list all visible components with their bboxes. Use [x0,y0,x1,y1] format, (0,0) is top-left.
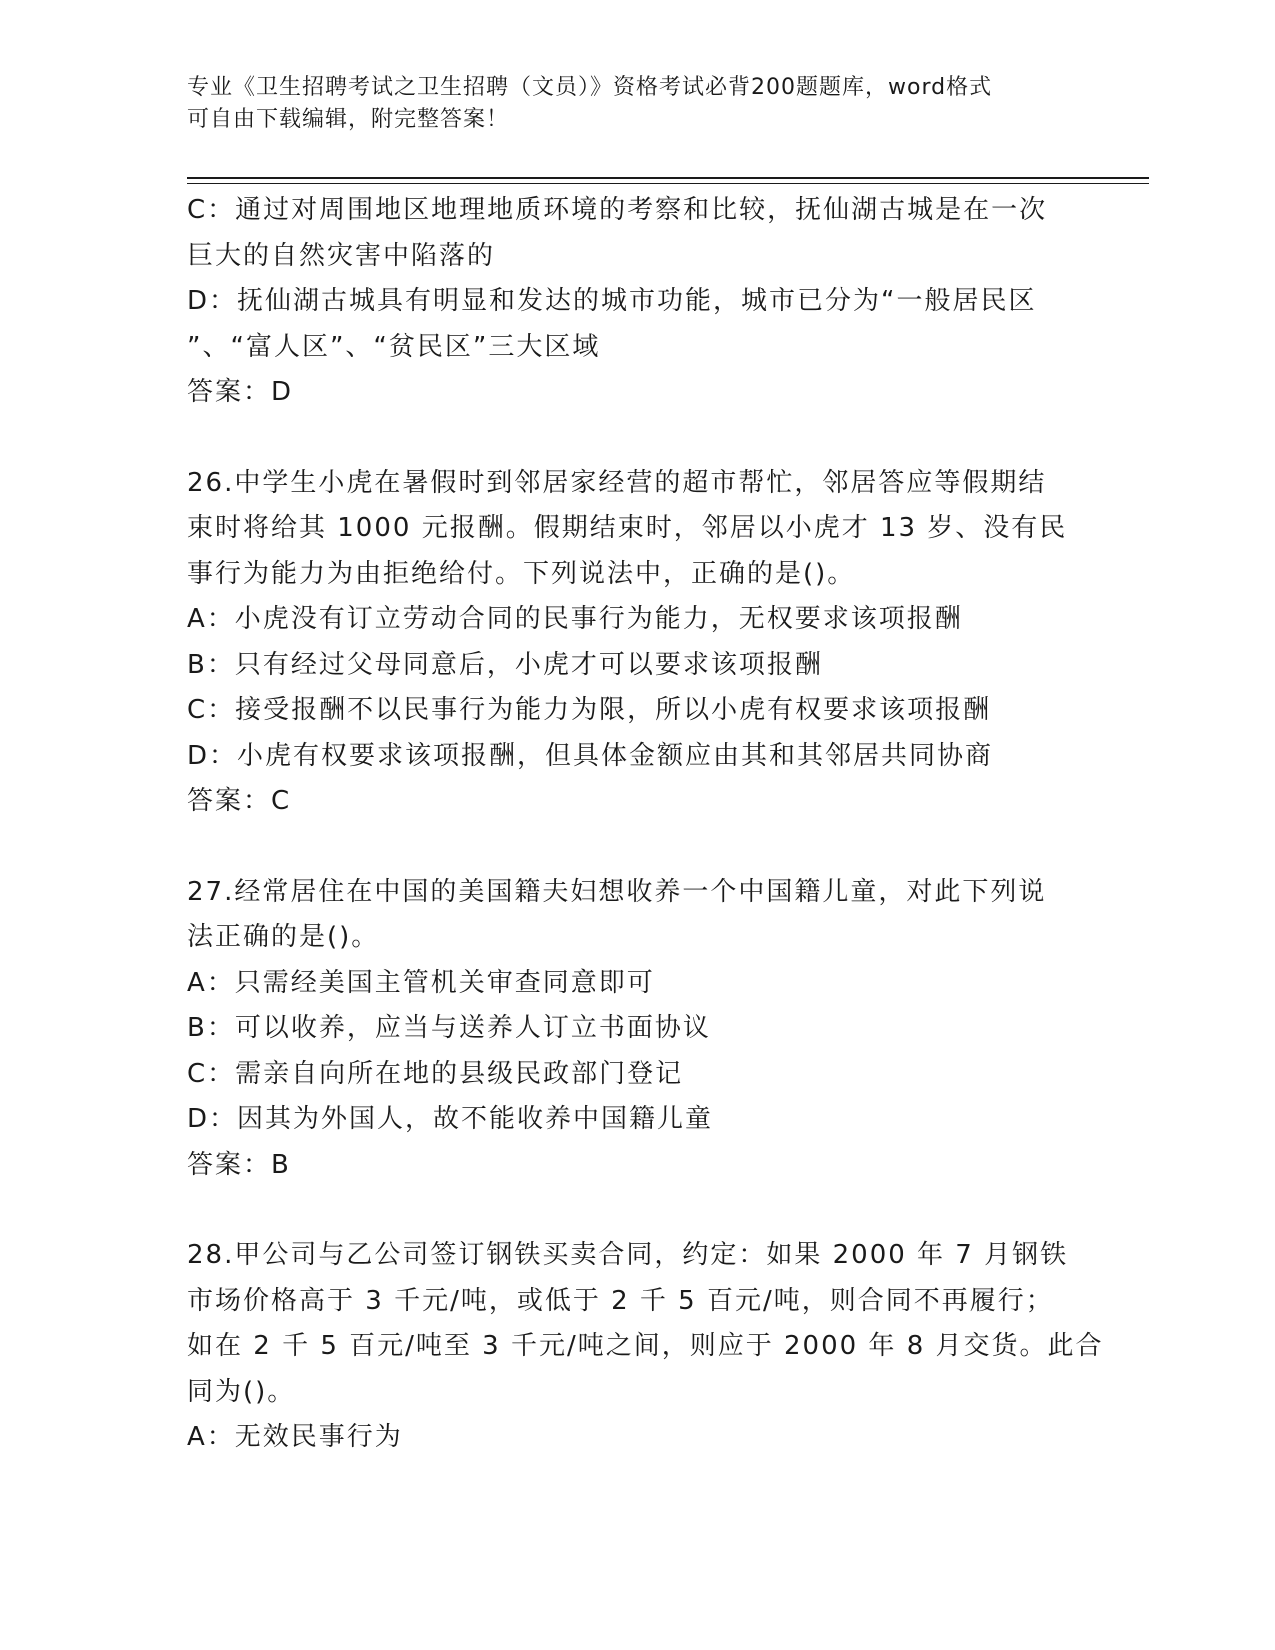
option-d: D：因其为外国人，故不能收养中国籍儿童 [187,1104,714,1134]
question-stem-line-1: 28.甲公司与乙公司签订钢铁买卖合同，约定：如果 2000 年 7 月钢铁 [187,1240,1069,1270]
question-27 [187,870,1107,1189]
option-d-line-1: D：抚仙湖古城具有明显和发达的城市功能，城市已分为“一般居民区 [187,286,1037,316]
question-25-tail [187,188,1107,416]
option-c: C：接受报酬不以民事行为能力为限，所以小虎有权要求该项报酬 [187,695,992,725]
spacer [187,825,1107,870]
question-stem-line-2: 法正确的是()。 [187,922,380,952]
header-divider-thick [187,177,1149,179]
question-stem-line-2: 束时将给其 1000 元报酬。假期结束时，邻居以小虎才 13 岁、没有民 [187,513,1068,543]
header-title-line-2: 可自由下载编辑，附完整答案！ [187,107,510,132]
answer-label: 答案：C [187,786,292,816]
question-stem-line-3: 如在 2 千 5 百元/吨至 3 千元/吨之间，则应于 2000 年 8 月交货。此合 [187,1331,1104,1361]
question-content [187,188,1107,1461]
option-c-line-2: 巨大的自然灾害中陷落的 [187,240,496,271]
question-28 [187,1233,1107,1461]
option-c: C：需亲自向所在地的县级民政部门登记 [187,1058,684,1089]
question-26 [187,461,1107,825]
question-stem-line-2: 市场价格高于 3 千元/吨，或低于 2 千 5 百元/吨，则合同不再履行； [187,1285,1054,1316]
header-title-line-1: 专业《卫生招聘考试之卫生招聘（文员）》资格考试必背200题题库，word格式 [187,75,993,100]
option-b: B：只有经过父母同意后，小虎才可以要求该项报酬 [187,649,823,680]
question-stem-line-4: 同为()。 [187,1376,296,1407]
option-a: A：只需经美国主管机关审查同意即可 [187,967,655,998]
option-c-line-1: C：通过对周围地区地理地质环境的考察和比较，抚仙湖古城是在一次 [187,195,1048,225]
answer-label: 答案：B [187,1149,291,1180]
option-d: D：小虎有权要求该项报酬，但具体金额应由其和其邻居共同协商 [187,740,994,771]
spacer [187,1188,1107,1233]
spacer [187,416,1107,461]
option-d-line-2: ”、“富人区”、“贫民区”三大区域 [187,331,601,362]
option-a: A：小虎没有订立劳动合同的民事行为能力，无权要求该项报酬 [187,604,963,634]
option-a: A：无效民事行为 [187,1422,403,1452]
option-b: B：可以收养，应当与送养人订立书面协议 [187,1013,711,1043]
answer-label: 答案：D [187,377,294,407]
header-divider-thin [187,183,1149,184]
question-stem-line-3: 事行为能力为由拒绝给付。下列说法中，正确的是()。 [187,558,856,589]
question-stem-line-1: 26.中学生小虎在暑假时到邻居家经营的超市帮忙，邻居答应等假期结 [187,467,1047,498]
question-stem-line-1: 27.经常居住在中国的美国籍夫妇想收养一个中国籍儿童，对此下列说 [187,876,1047,907]
document-header [187,72,1067,136]
